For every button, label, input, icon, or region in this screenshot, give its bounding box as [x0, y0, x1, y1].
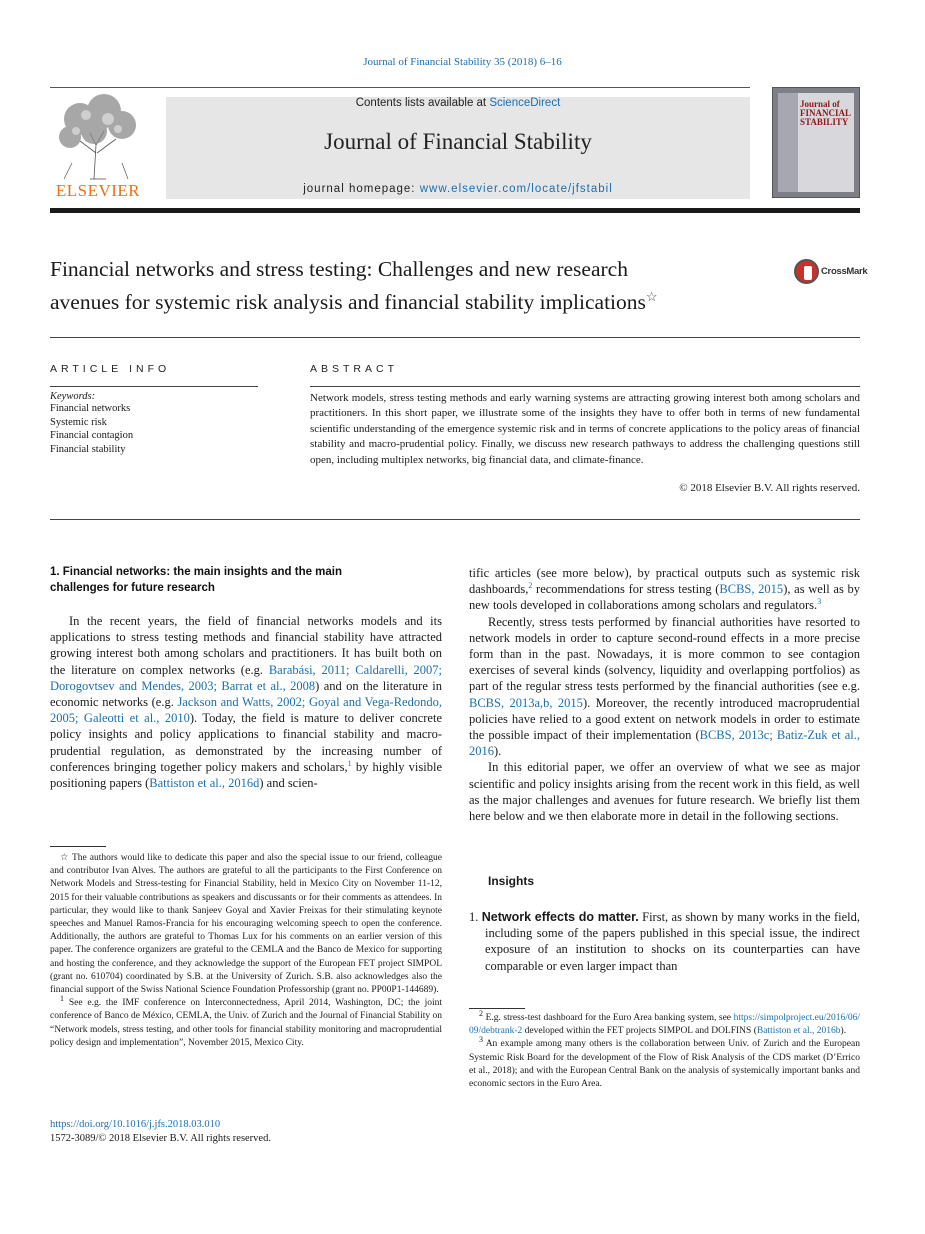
footnote-2-text-a: E.g. stress-test dashboard for the Euro Area banking system, see — [485, 1013, 734, 1023]
footnote-1-text: See e.g. the IMF conference on Interconnectedness, April 2014, Washington, DC; the joint conference of Banco de México, CEMLA, the Univ. of Zurich and the Journal of Financial Stability on “Network models, stress testing, and other tools for financial stability monitoring and macroprudential policy design and implementation”, November 2015, Mexico City. — [50, 998, 443, 1048]
footnote-3-text: An example among many others is the collaboration between Univ. of Zurich and the European Systemic Risk Board for the development of the Flow of Risk Analysis of the CDS market (D’Errico et al., 2018); and with the European Central Bank on the analysis of systemically important banks and economic sectors in the Euro Area. — [469, 1039, 860, 1090]
section-1-heading-line1: 1. Financial networks: the main insights and the main — [50, 566, 343, 578]
r2-text-a: Recently, stress tests performed by financial authorities have resorted to network models in order to capture second-round effects in a more precise form than in the past. Nowadays, it is more common to see contagion exercises of several kinds (solvency, liquidity and overlapping portfolios) as part of the regular stress tests performed by the financial authorities (see e.g. — [469, 614, 860, 694]
footnotes-right — [469, 1008, 860, 1091]
section-1-heading — [50, 564, 442, 596]
citation-link[interactable]: Barabási, 2011; Caldarelli, 2007; Dorogovtsev and Mendes, 2003; Barrat et al., 2008 — [50, 662, 443, 693]
homepage-link[interactable]: www.elsevier.com/locate/jfstabil — [419, 183, 613, 195]
title-rule — [50, 337, 860, 338]
r2-text-c: ). — [494, 744, 502, 759]
title-footnote-star[interactable]: ☆ — [645, 289, 658, 304]
r1-text-c: ), as well as by new tools developed in collaborations among scholars and regulators. — [469, 582, 860, 613]
article-info-rule — [50, 386, 258, 387]
keyword-item: Financial stability — [50, 443, 126, 455]
footnote-ref-1[interactable]: 1 — [347, 758, 352, 768]
crossmark-badge[interactable] — [794, 259, 868, 287]
journal-banner — [166, 97, 750, 199]
footnote-2-url[interactable]: https://simpolproject.eu/2016/06/09/debtrank-2 — [469, 1013, 860, 1037]
citation-link[interactable]: Jackson and Watts, 2002; Goyal and Vega-Redondo, 2005; Galeotti et al., 2010 — [50, 695, 442, 726]
journal-title: Journal of Financial Stability — [324, 129, 592, 154]
abstract-bottom-rule — [50, 519, 860, 520]
citation-link[interactable]: BCBS, 2015 — [719, 582, 784, 597]
homepage-line — [166, 183, 750, 195]
contents-prefix: Contents lists available at — [355, 97, 490, 109]
insight-1-text: First, as shown by many works in the field, including some of the papers published in this special issue, the indirect exposure of an institution to shocks on its counterparties can have comparable or even larger impact than — [485, 910, 860, 973]
p1-text-d: by highly visible positioning papers ( — [50, 759, 443, 791]
contents-line — [166, 97, 750, 109]
title-line-2: avenues for systemic risk analysis and financial stability implications — [50, 290, 646, 315]
abstract-rights: © 2018 Elsevier B.V. All rights reserved. — [679, 482, 860, 494]
header-thick-rule — [50, 208, 860, 213]
abstract-rule — [310, 386, 860, 387]
footnotes-left — [50, 852, 442, 1050]
r2-text-b: ). Moreover, the recently introduced macroprudential policies have relied to a good extent on network models in order to estimate the possible impact of their implementation ( — [469, 695, 860, 743]
elsevier-logo — [50, 93, 146, 203]
keyword-item: Systemic risk — [50, 416, 107, 428]
section-1-heading-line2: challenges for future research — [50, 582, 215, 594]
title-line-2-wrap — [50, 283, 770, 316]
journal-cover[interactable] — [772, 87, 860, 198]
crossmark-icon — [794, 259, 819, 284]
r1-text-b: recommendations for stress testing ( — [532, 582, 720, 597]
footnote-star-mark: ☆ — [60, 853, 70, 863]
footnote-ref-3[interactable]: 3 — [817, 597, 822, 607]
p1-text-e: ) and scien- — [259, 776, 318, 791]
citation-link[interactable]: Battiston et al., 2016d — [149, 776, 260, 791]
crossmark-label: CrossMark — [821, 266, 868, 277]
r3-text: In this editorial paper, we offer an overview of what we see as major scientific and policy insights arising from the recent work in this field, as well as the major challenges and avenues for future research. We briefly list them here below and we then elaborate more in detail in the following sections. — [469, 760, 860, 824]
title-line-1: Financial networks and stress testing: Challenges and new research — [50, 257, 628, 281]
footnote-3-mark: 3 — [479, 1035, 483, 1045]
cover-strip — [778, 93, 798, 192]
citation-link[interactable]: BCBS, 2013c; Batiz-Zuk et al., 2016 — [469, 728, 860, 759]
footnote-2-text-b: developed within the FET projects SIMPOL and DOLFINS ( — [522, 1026, 757, 1037]
journal-citation[interactable]: Journal of Financial Stability 35 (2018) 6–16 — [363, 56, 562, 68]
footnote-2-mark: 2 — [479, 1008, 483, 1018]
footnote-star-text: The authors would like to dedicate this paper and also the special issue to our friend, colleague and contributor Ivan Alves. The authors are grateful to all the participants to the First Conference on Network Models and Stress-testing for Financial Stability, held in Mexico City on November 11-12, 2015 for their valuable contributions as speakers and discussants or for their comments as attendees. In particular, they would like to thank Sanjeev Goyal and Xavier Freixas for their stimulating keynote speeches and Manuel Ramos-Francia for his encouraging welcoming speech to open the conference. Additionally, the authors are grateful to Thomas Lux for his comments on an earlier version of this paper. The conference organizers are grateful to the CEMLA and the Banco de Mexico for supporting and hosting the conference, and they acknowledge the support of the European FET project SIMPOL (grant no. 610704) coordinated by S.B. at the University of Zurich. S.B. also acknowledges also the financial support of the Swiss National Science Foundation Professorship (grant no. PP00P1-144689). — [50, 853, 442, 996]
keyword-item: Financial networks — [50, 403, 131, 414]
insight-1-lead: Network effects do matter. — [481, 910, 639, 924]
citation-link[interactable]: BCBS, 2013a,b, 2015 — [469, 695, 583, 710]
r1-text-a: tific articles (see more below), by practical outputs such as systemic risk dashboards, — [469, 566, 860, 597]
footnote-1-mark: 1 — [60, 994, 64, 1004]
header-rule — [50, 87, 750, 88]
footnote-2-text-c: ). — [840, 1026, 847, 1037]
keywords-label: Keywords: — [50, 391, 96, 402]
insight-item-1 — [469, 909, 860, 974]
insight-1-number: 1. — [469, 910, 479, 924]
crossmark-bookmark-icon — [804, 266, 812, 280]
section-1-paragraph-1 — [50, 613, 442, 791]
p1-text-c: ). Today, the field is mature to deliver concrete policy insights and policy applications to financial stability and macro-prudential regulation, as demonstrated by the increasing number of conferences bringing together policy makers and scholars, — [50, 711, 442, 774]
paper-title — [50, 256, 770, 316]
abstract-text: Network models, stress testing methods and early warning systems are attracting growing interest both among scholars and practitioners. In this short paper, we illustrate some of the insights they have to offer both in terms of new fundamental scientific understanding of the emergence systemic risk and in terms of concrete applications to the policy areas of financial stability and macro-prudential policy. Finally, we discuss new research pathways to address the challenging questions still open, including multiplex networks, big financial data, and climate-finance. — [310, 392, 860, 466]
insights-heading: Insights — [488, 874, 535, 888]
elsevier-wordmark: ELSEVIER — [55, 181, 141, 200]
keyword-item: Financial contagion — [50, 430, 134, 441]
footnote-ref-2[interactable]: 2 — [528, 581, 533, 591]
doi-link[interactable]: https://doi.org/10.1016/j.jfs.2018.03.010 — [50, 1119, 221, 1130]
issn-line: 1572-3089/© 2018 Elsevier B.V. All rights reserved. — [50, 1133, 271, 1144]
keywords-block — [50, 391, 258, 456]
citation-link[interactable]: Battiston et al., 2016b — [756, 1026, 841, 1037]
elsevier-tree-icon — [50, 93, 146, 181]
footnote-rule-left — [50, 846, 106, 847]
footnote-rule-right — [469, 1008, 525, 1009]
homepage-prefix: journal homepage: — [303, 183, 420, 195]
cover-title: Journal of FINANCIAL STABILITY — [800, 99, 851, 127]
right-column-text — [469, 565, 860, 824]
abstract-heading: ABSTRACT — [310, 363, 399, 375]
article-meta — [50, 1118, 271, 1146]
p1-text-a: In the recent years, the field of financial networks models and its applications to stress testing methods and financial stability have attracted growing interest both among scholars and practitioners. It has built both on the literature on complex networks (e.g. — [50, 614, 442, 677]
article-info-heading: ARTICLE INFO — [50, 363, 171, 375]
sciencedirect-link[interactable]: ScienceDirect — [489, 97, 561, 109]
p1-text-b: ) and on the literature in economic networks (e.g. — [50, 678, 442, 710]
